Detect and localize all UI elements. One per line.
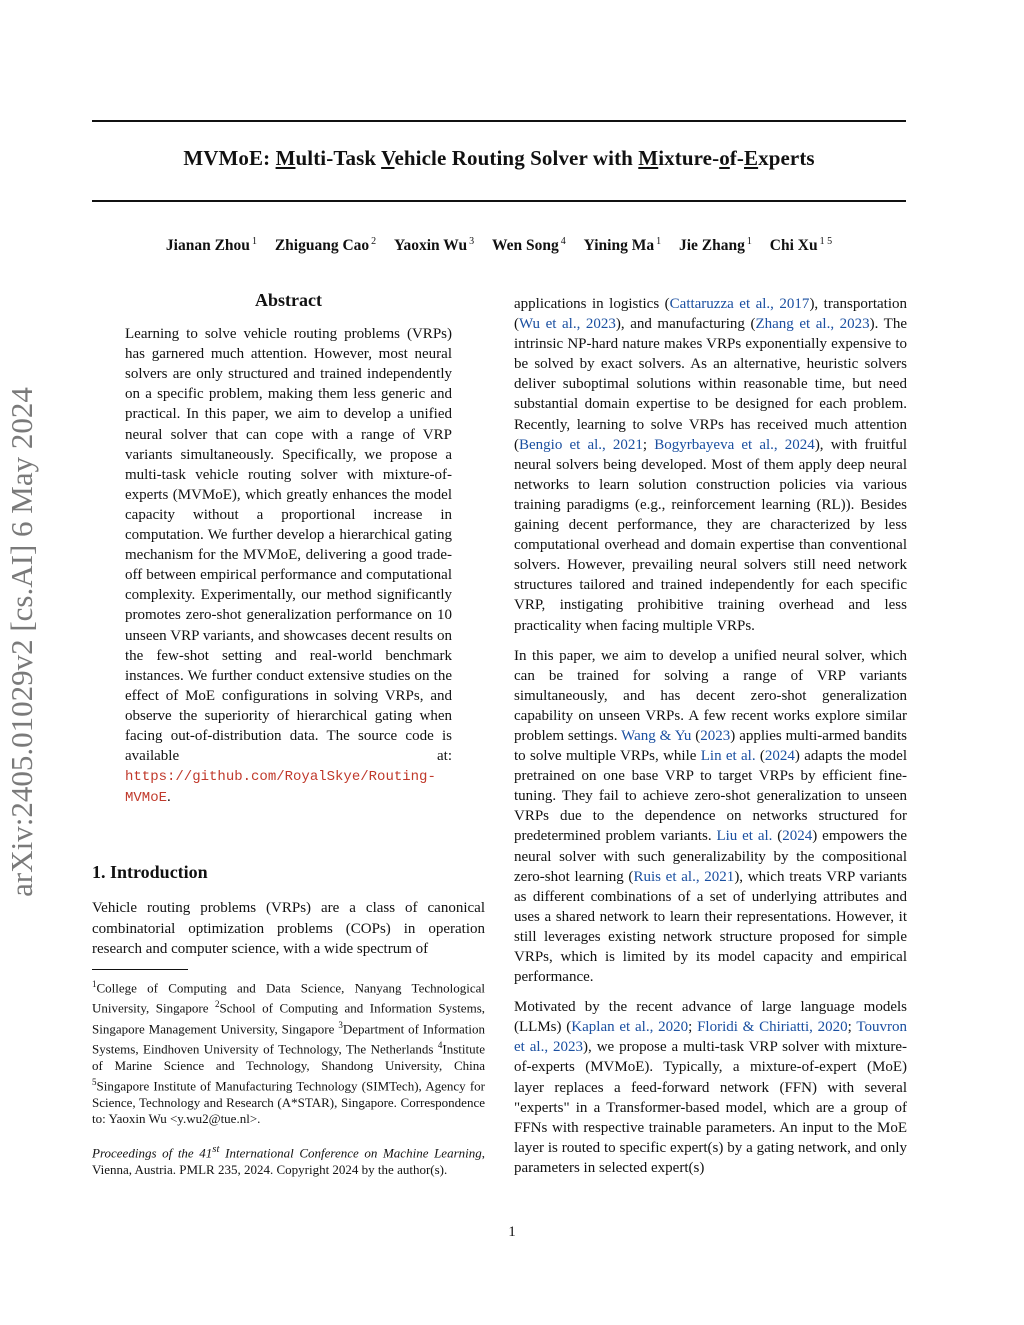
- right-column: [514, 294, 907, 1188]
- author: Jianan Zhou $^1$: [165, 236, 257, 255]
- arxiv-id: arXiv:2405.01029v2 [cs.AI] 6 May 2024: [4, 387, 39, 897]
- citation-link[interactable]: Ruis et al., 2021: [633, 868, 735, 885]
- author: Yining Ma $^1$: [583, 236, 662, 255]
- citation-link[interactable]: Kaplan et al., 2020: [571, 1019, 689, 1036]
- abstract-heading: Abstract: [255, 290, 322, 310]
- author: Yaoxin Wu $^3$: [394, 236, 475, 255]
- citation-link[interactable]: Floridi & Chiriatti, 2020: [697, 1019, 848, 1036]
- citation-link[interactable]: 2024: [782, 828, 813, 845]
- citation-link[interactable]: Liu et al.: [716, 828, 773, 845]
- affiliation-footnote: $^1$College of Computing and Data Science, Nanyang Technological University, Singapore $^2$School of Computing and Information Systems, Singapore Management University, Singapore $^3$Department of Information Systems, Eindhoven University of Technology, The Netherlands $^4$Institute of Marine Science and Technology, Shandong University, China $^5$Singapore Institute of Manufacturing Technology (SIMTech), Agency for Science, Technology and Research (A*STAR), Singapore. Correspondence to: Yaoxin Wu <y.wu2@tue.nl>.: [92, 978, 486, 1126]
- body-paragraph: Motivated by the recent advance of large language models (LLMs) (Kaplan et al., 2020; Floridi & Chiriatti, 2020; Touvron et al., 2023), we propose a multi-task VRP solver with mixture-of-experts (MVMoE). Typically, a mixture-of-expert (MoE) layer replaces a feed-forward network (FFN) with several "experts" in a Transformer-based model, which are a group of FFNs with respective trainable parameters. An input to the MoE layer is routed to specific expert(s) by a gating network, and only parameters in selected expert(s): [514, 999, 907, 1176]
- citation-link[interactable]: Touvron et al., 2023: [514, 1019, 907, 1056]
- citation-link[interactable]: Zhang et al., 2023: [755, 316, 870, 333]
- author: Zhiguang Cao $^2$: [274, 236, 377, 255]
- citation-link[interactable]: Lin et al.: [700, 748, 756, 765]
- author: Chi Xu $^{1 5}$: [769, 236, 833, 255]
- proceedings-note: Proceedings of the 41st International Conference on Machine Learning, Vienna, Austria. PMLR 235, 2024. Copyright 2024 by the author(s).: [92, 1142, 485, 1177]
- citation-link[interactable]: Cattaruzza et al., 2017: [669, 296, 810, 312]
- page-number: 1: [508, 1224, 516, 1240]
- paper-title: MVMoE: Multi-Task Vehicle Routing Solver with Mixture-of-Experts: [183, 146, 815, 170]
- citation-link[interactable]: Bogyrbayeva et al., 2024: [654, 436, 815, 453]
- title-rule-top: [92, 120, 906, 122]
- section-heading-introduction: 1. Introduction: [92, 862, 208, 883]
- left-column: [92, 290, 485, 1178]
- code-link[interactable]: https://github.com/RoyalSkye/Routing-MVMoE: [125, 769, 436, 807]
- citation-link[interactable]: Wang & Yu: [621, 727, 692, 744]
- citation-link[interactable]: Bengio et al., 2021: [519, 436, 643, 453]
- author: Jie Zhang $^1$: [678, 236, 752, 255]
- title-rule-bottom: [92, 200, 906, 202]
- author: Wen Song $^4$: [491, 236, 566, 255]
- footnote-rule: [92, 969, 188, 970]
- citation-link[interactable]: 2024: [764, 748, 795, 765]
- body-paragraph: In this paper, we aim to develop a unified neural solver, which can be trained for solving a range of VRP variants simultaneously, and has decent zero-shot generalization capability on unseen VRPs. A few recent works explore similar problem settings. Wang & Yu (2023) applies multi-armed bandits to solve multiple VRPs, while Lin et al. (2024) adapts the model pretrained on one base VRP to target VRPs by efficient fine-tuning. They fail to achieve zero-shot generalization to unseen VRPs due to the dependence on networks structured for predetermined problem variants. Liu et al. (2024) empowers the neural solver with such generalizability by the compositional zero-shot learning (Ruis et al., 2021), which treats VRP variants as different combinations of a set of underlying attributes and uses a shared network to learn their representations. However, it still leverages existing network structure proposed for simple VRPs, which is limited by its model capacity and empirical performance.: [514, 647, 908, 986]
- intro-paragraph: Vehicle routing problems (VRPs) are a class of canonical combinatorial optimization problems (COPs) in operation research and computer science, with a wide spectrum of: [92, 900, 485, 957]
- citation-link[interactable]: Wu et al., 2023: [519, 316, 616, 333]
- author-list: [92, 236, 906, 255]
- body-paragraph: applications in logistics (Cattaruzza et al., 2017), transportation (Wu et al., 2023), and manufacturing (Zhang et al., 2023). The intrinsic NP-hard nature makes VRPs exponentially expensive to be solved by exact solvers. As an alternative, heuristic solvers deliver suboptimal solutions within reasonable time, but need substantial domain expertise to be designed for each problem. Recently, learning to solve VRPs has received much attention (Bengio et al., 2021; Bogyrbayeva et al., 2024), with fruitful neural solvers being developed. Most of them apply deep neural networks to learn solution construction policies via various training paradigms (e.g., reinforcement learning (RL)). Besides gaining decent performance, they are characterized by less computational overhead and domain expertise than conventional solvers. However, prevailing neural solvers still need network structures tailored and trained independently for each specific VRP, instigating prohibitive training overhead and less practicality when facing multiple VRPs.: [514, 296, 908, 634]
- abstract-body: Learning to solve vehicle routing problems (VRPs) has garnered much attention. However, most neural solvers are only structured and trained independently on a specific problem, making them less generic and practical. In this paper, we aim to develop a unified neural solver that can cope with a range of VRP variants simultaneously. Specifically, we propose a multi-task vehicle routing solver with mixture-of-experts (MVMoE), which greatly enhances the model capacity without a proportional increase in computation. We further develop a hierarchical gating mechanism for the MVMoE, delivering a good trade-off between empirical performance and computational complexity. Experimentally, our method significantly promotes zero-shot generalization performance on 10 unseen VRP variants, and showcases decent results on the few-shot setting and real-world benchmark instances. We further conduct extensive studies on the effect of MoE configurations in solving VRPs, and observe the superiority of hierarchical gating when facing out-of-distribution data. The source code is available at: https://github.com/RoyalSkye/Routing-MVMoE.: [125, 326, 452, 807]
- citation-link[interactable]: 2023: [700, 727, 731, 744]
